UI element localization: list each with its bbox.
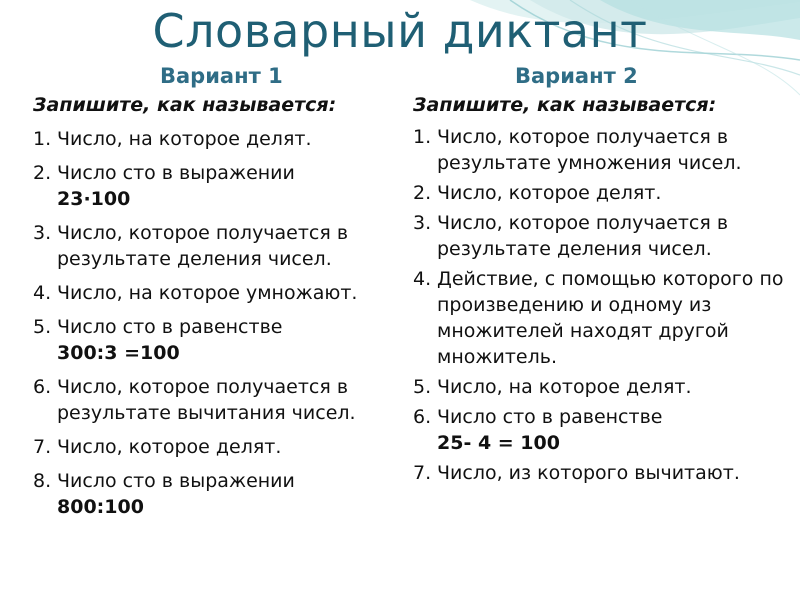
list-item [33,468,393,520]
list-item [413,124,793,176]
variant-1-list [33,126,393,520]
item-text [57,220,393,272]
variant-2-title: Вариант 2 [515,64,638,88]
list-item [413,180,793,206]
item-text [437,404,793,456]
variant-2-instruction: Запишите, как называется: [413,94,717,116]
item-text-content: Число, которое получается в результате деления чисел. [57,222,349,270]
item-number: 6. [33,376,52,398]
item-number: 1. [413,126,432,148]
item-number: 2. [33,162,52,184]
item-expression: 300:3 =100 [57,342,180,364]
item-text-content: Число, которое делят. [437,182,662,204]
item-text [57,160,393,212]
item-number: 6. [413,406,432,428]
item-expression: 23·100 [57,188,131,210]
item-text [57,468,393,520]
item-number: 7. [413,462,432,484]
list-item [413,404,793,456]
item-text [437,210,793,262]
item-number: 8. [33,470,52,492]
item-text-content: Число, которое получается в результате деления чисел. [437,212,729,260]
list-item [33,374,393,426]
item-text-content: Число, которое получается в результате вычитания чисел. [57,376,356,424]
list-item [413,266,793,370]
list-item [413,210,793,262]
page-title: Словарный диктант [152,4,648,58]
item-text-content: Число, на которое делят. [437,376,692,398]
item-text-content: Число сто в равенстве [437,406,663,428]
list-item [33,314,393,366]
variant-2-column [413,92,793,490]
item-text [57,126,393,152]
list-item [33,126,393,152]
item-text [57,434,393,460]
item-number: 7. [33,436,52,458]
list-item [33,434,393,460]
list-item [33,280,393,306]
item-text [437,124,793,176]
item-text-content: Число, которое получается в результате умножения чисел. [437,126,742,174]
item-text [57,374,393,426]
item-number: 3. [413,212,432,234]
item-number: 4. [413,268,432,290]
item-text-content: Число сто в выражении [57,470,295,492]
list-item [413,374,793,400]
item-text-content: Число сто в равенстве [57,316,283,338]
item-number: 5. [33,316,52,338]
list-item [33,160,393,212]
item-text-content: Число, из которого вычитают. [437,462,740,484]
item-number: 4. [33,282,52,304]
item-text-content: Число сто в выражении [57,162,295,184]
item-expression: 800:100 [57,496,144,518]
item-expression: 25- 4 = 100 [437,432,560,454]
list-item [33,220,393,272]
item-text [437,180,793,206]
item-text [57,280,393,306]
variant-1-column [33,92,393,528]
item-text [437,460,793,486]
item-text-content: Число, на которое делят. [57,128,312,150]
item-text-content: Число, которое делят. [57,436,282,458]
item-text [437,374,793,400]
item-text [57,314,393,366]
item-text [437,266,793,370]
variant-2-list [413,124,793,486]
list-item [413,460,793,486]
variant-1-instruction: Запишите, как называется: [33,94,337,116]
item-number: 1. [33,128,52,150]
variant-1-title: Вариант 1 [160,64,283,88]
item-number: 2. [413,182,432,204]
item-text-content: Число, на которое умножают. [57,282,358,304]
item-text-content: Действие, с помощью которого по произведению и одному из множителей находят другой множитель. [437,268,784,368]
item-number: 3. [33,222,52,244]
item-number: 5. [413,376,432,398]
